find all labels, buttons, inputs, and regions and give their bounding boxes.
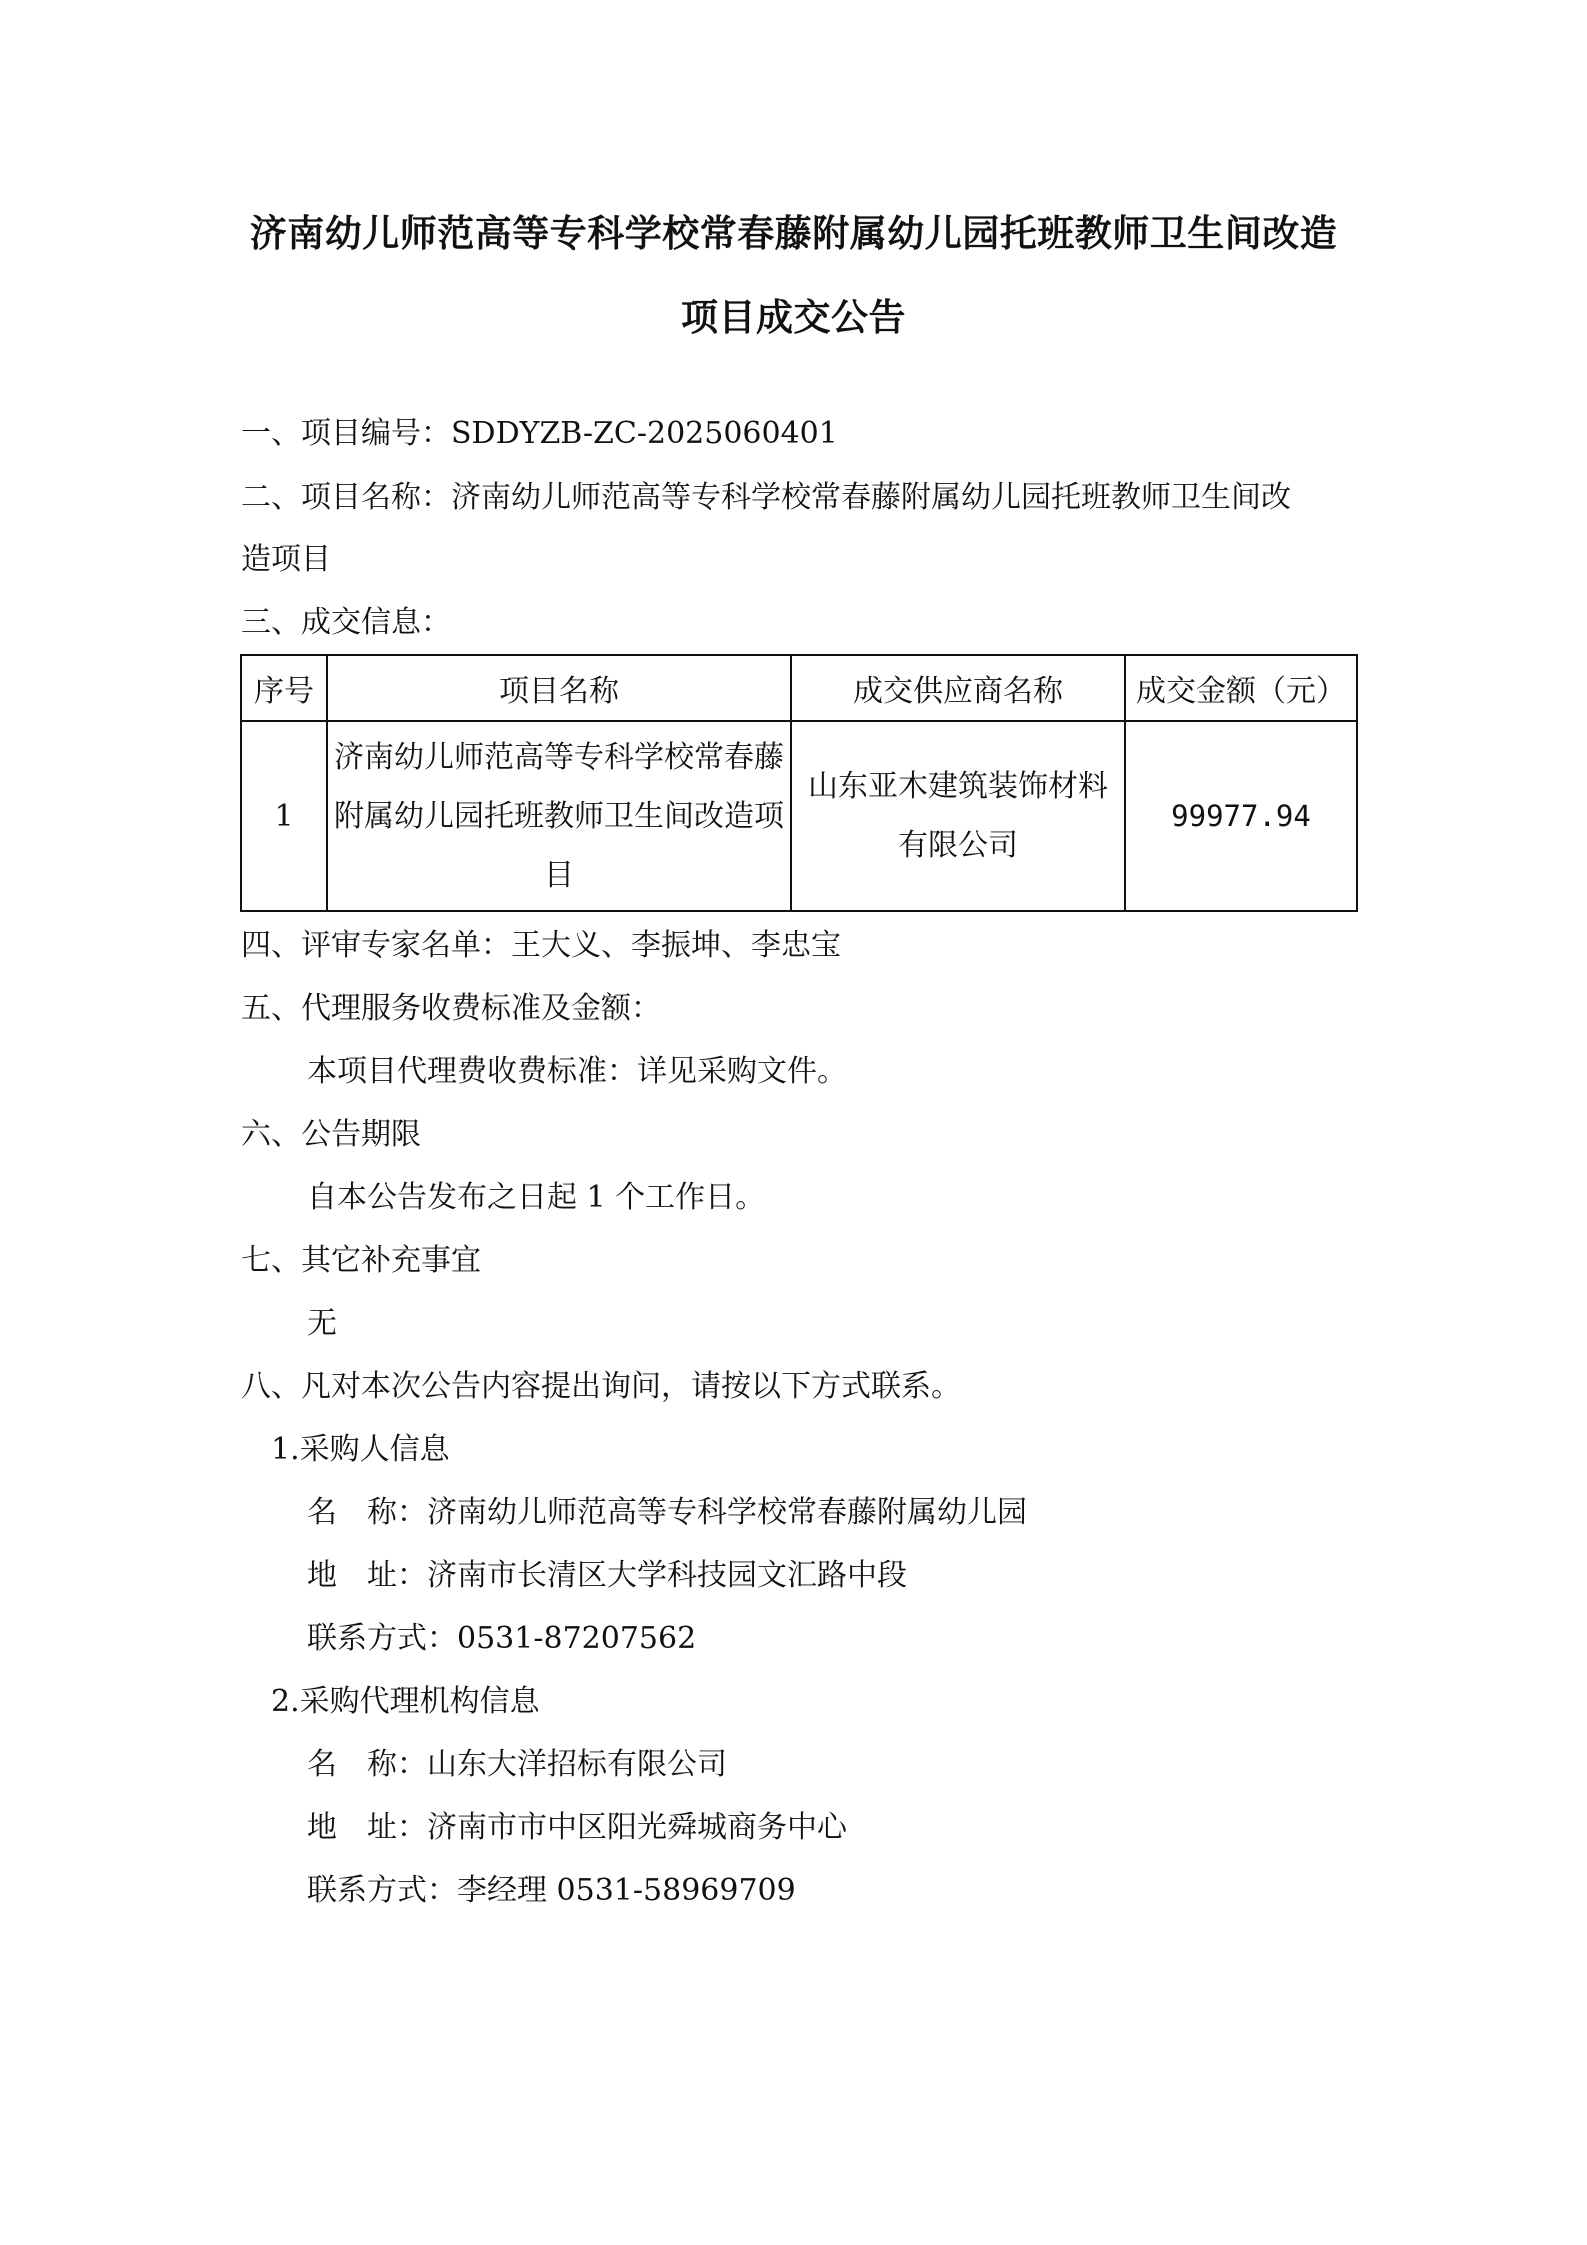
agency-address: 地 址：济南市市中区阳光舜城商务中心 <box>307 1810 847 1845</box>
review-experts: 四、评审专家名单：王大义、李振坤、李忠宝 <box>241 928 841 963</box>
table-header-row <box>241 655 1357 721</box>
project-name-line1: 二、项目名称：济南幼儿师范高等专科学校常春藤附属幼儿园托班教师卫生间改 <box>241 480 1291 515</box>
header-supplier-name: 成交供应商名称 <box>791 655 1125 721</box>
cell-supplier-name: 山东亚木建筑装饰材料有限公司 <box>791 721 1125 911</box>
purchaser-contact: 联系方式：0531-87207562 <box>307 1621 697 1656</box>
cell-project-name: 济南幼儿师范高等专科学校常春藤附属幼儿园托班教师卫生间改造项目 <box>327 721 791 911</box>
purchaser-address: 地 址：济南市长清区大学科技园文汇路中段 <box>307 1558 907 1593</box>
contact-heading: 八、凡对本次公告内容提出询问，请按以下方式联系。 <box>241 1369 961 1404</box>
header-project-name: 项目名称 <box>327 655 791 721</box>
project-number: 一、项目编号：SDDYZB-ZC-2025060401 <box>241 416 838 451</box>
cell-serial-no: 1 <box>241 721 327 911</box>
header-amount: 成交金额（元） <box>1125 655 1357 721</box>
other-matters-content: 无 <box>307 1306 337 1341</box>
agency-fee-content: 本项目代理费收费标准：详见采购文件。 <box>307 1054 847 1089</box>
transaction-info-heading: 三、成交信息： <box>241 605 451 640</box>
transaction-table <box>240 654 1358 912</box>
agency-info-heading: 2.采购代理机构信息 <box>271 1684 540 1719</box>
notice-period-heading: 六、公告期限 <box>241 1117 421 1152</box>
cell-amount: 99977.94 <box>1125 721 1357 911</box>
project-name-line2: 造项目 <box>241 542 331 577</box>
agency-contact: 联系方式：李经理 0531-58969709 <box>307 1873 796 1908</box>
agency-name: 名 称：山东大洋招标有限公司 <box>307 1747 727 1782</box>
document-title-line2: 项目成交公告 <box>681 296 906 339</box>
purchaser-info-heading: 1.采购人信息 <box>271 1432 450 1467</box>
notice-period-content: 自本公告发布之日起 1 个工作日。 <box>307 1180 766 1215</box>
header-serial-no: 序号 <box>241 655 327 721</box>
document-title-line1: 济南幼儿师范高等专科学校常春藤附属幼儿园托班教师卫生间改造 <box>249 212 1338 255</box>
other-matters-heading: 七、其它补充事宜 <box>241 1243 481 1278</box>
table-row <box>241 721 1357 911</box>
agency-fee-heading: 五、代理服务收费标准及金额： <box>241 991 661 1026</box>
purchaser-name: 名 称：济南幼儿师范高等专科学校常春藤附属幼儿园 <box>307 1495 1027 1530</box>
